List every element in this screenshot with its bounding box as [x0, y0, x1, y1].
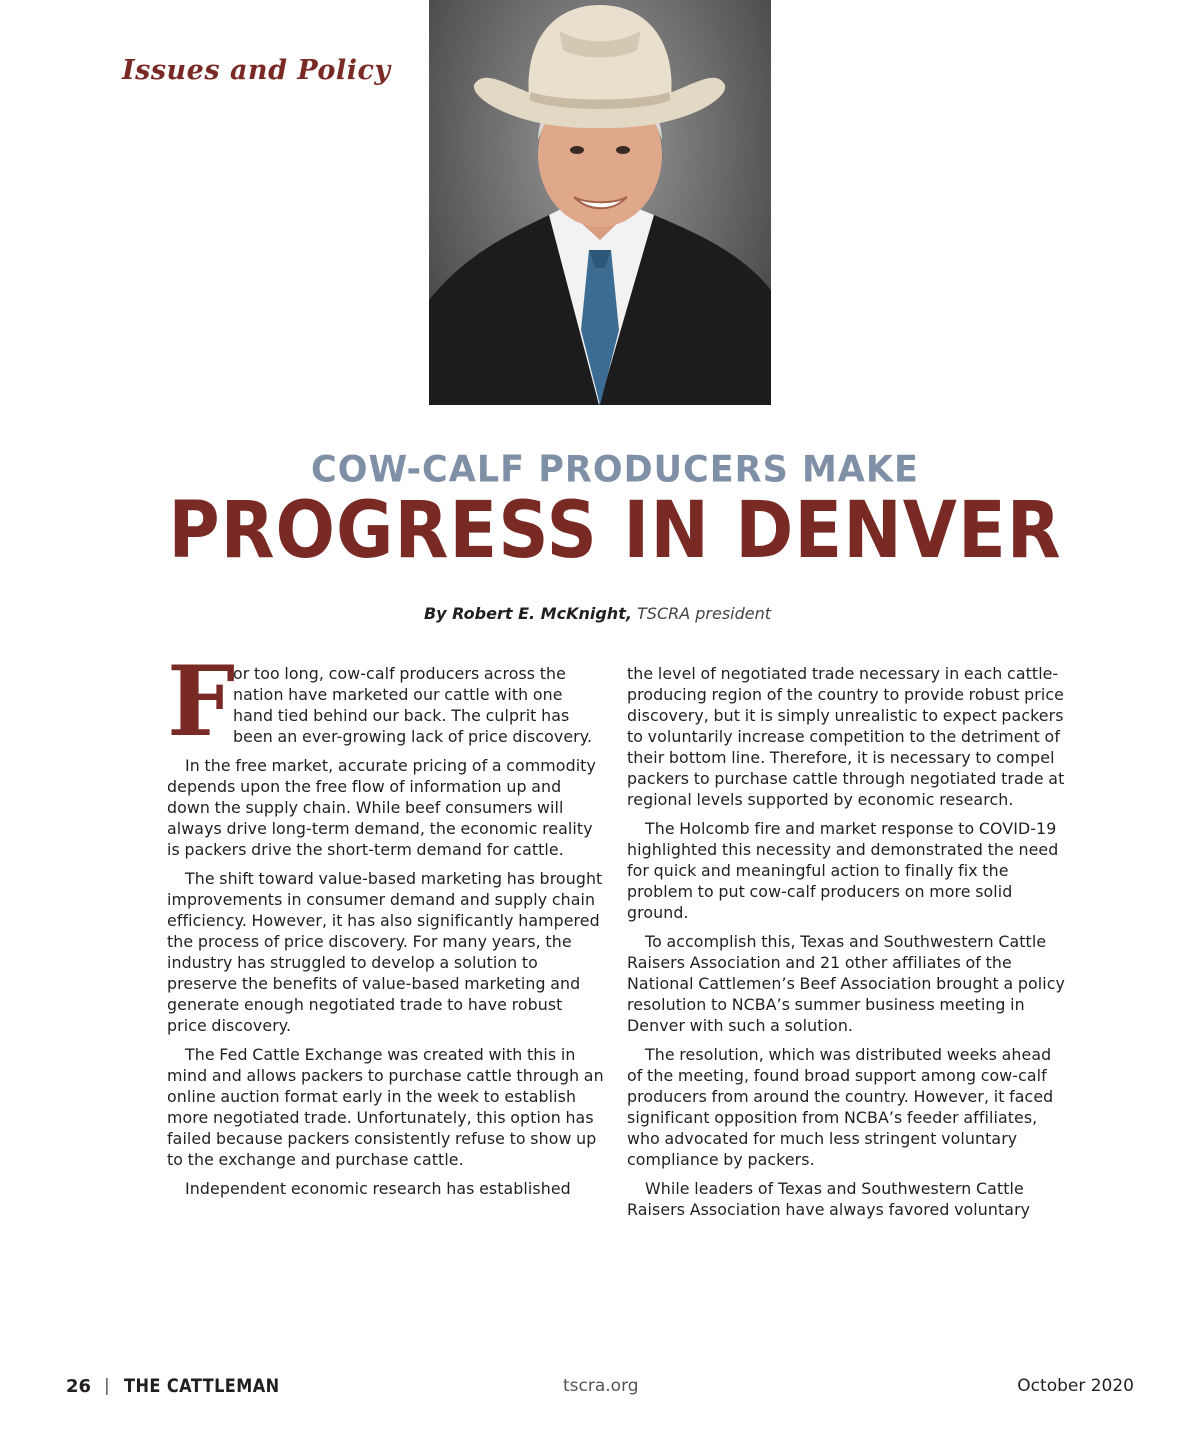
byline-author: Robert E. McKnight, [452, 604, 632, 623]
article-column-right [627, 663, 1067, 1228]
article-paragraph [167, 645, 605, 758]
byline-prefix: By [423, 604, 453, 623]
drop-cap: F [167, 645, 236, 758]
article-paragraph: To accomplish this, Texas and Southwestern Cattle Raisers Association and 21 other affiliates of the National Cattlemen’s Beef Association brought a policy resolution to NCBA’s summer business meeting in Denver with such a solution. [627, 932, 1065, 1035]
section-label: Issues and Policy [122, 55, 391, 86]
byline [0, 604, 1195, 623]
headline-kicker: COW-CALF PRODUCERS MAKE [311, 449, 919, 491]
article-paragraph: The shift toward value-based marketing has brought improvements in consumer demand and supply chain efficiency. However, it has also significantly hampered the process of price discovery. For many years, the industry has struggled to develop a solution to preserve the benefits of value-based marketing and generate enough negotiated trade to have robust price discovery. [167, 869, 603, 1035]
headline-main: PROGRESS IN DENVER [168, 484, 1062, 576]
page-footer [0, 1376, 1200, 1402]
paragraph-text: or too long, cow-calf producers across the nation have marketed our cattle with one hand tied behind our back. The culprit has been an ever-growing lack of price discovery. [233, 664, 593, 746]
article-paragraph: the level of negotiated trade necessary in each cattle-producing region of the country to provide robust price discovery, but it is simply unrealistic to expect packers to voluntarily increase competition to the detriment of their bottom line. Therefore, it is necessary to compel packers to purchase cattle through negotiated trade at regional levels supported by economic research. [627, 664, 1065, 809]
website-link[interactable]: tscra.org [563, 1376, 639, 1396]
page-number: 26 [66, 1376, 92, 1397]
article-paragraph: The Holcomb fire and market response to COVID-19 highlighted this necessity and demonstrated the need for quick and meaningful action to finally fix the problem to put cow-calf producers on more solid ground. [627, 819, 1059, 922]
article-paragraph: The Fed Cattle Exchange was created with this in mind and allows packers to purchase cattle through an online auction format early in the week to establish more negotiated trade. Unfortunately, this option has failed because packers consistently refuse to show up to the exchange and purchase cattle. [167, 1045, 604, 1169]
article-paragraph: The resolution, which was distributed weeks ahead of the meeting, found broad support among cow-calf producers from around the country. However, it faced significant opposition from NCBA’s feeder affiliates, who advocated for much less stringent voluntary compliance by packers. [627, 1045, 1054, 1169]
article-paragraph: In the free market, accurate pricing of a commodity depends upon the free flow of information up and down the supply chain. While beef consumers will always drive long-term demand, the economic reality is packers drive the short-term demand for cattle. [167, 756, 596, 859]
byline-role: TSCRA president [631, 604, 772, 623]
author-portrait [429, 0, 771, 405]
issue-date: October 2020 [1017, 1376, 1134, 1396]
article-column-left [167, 645, 605, 1207]
magazine-name: THE CATTLEMAN [124, 1375, 280, 1397]
article-paragraph: Independent economic research has established [185, 1179, 571, 1198]
article-paragraph: While leaders of Texas and Southwestern Cattle Raisers Association have always favored voluntary [627, 1179, 1031, 1219]
footer-separator: | [104, 1376, 110, 1396]
